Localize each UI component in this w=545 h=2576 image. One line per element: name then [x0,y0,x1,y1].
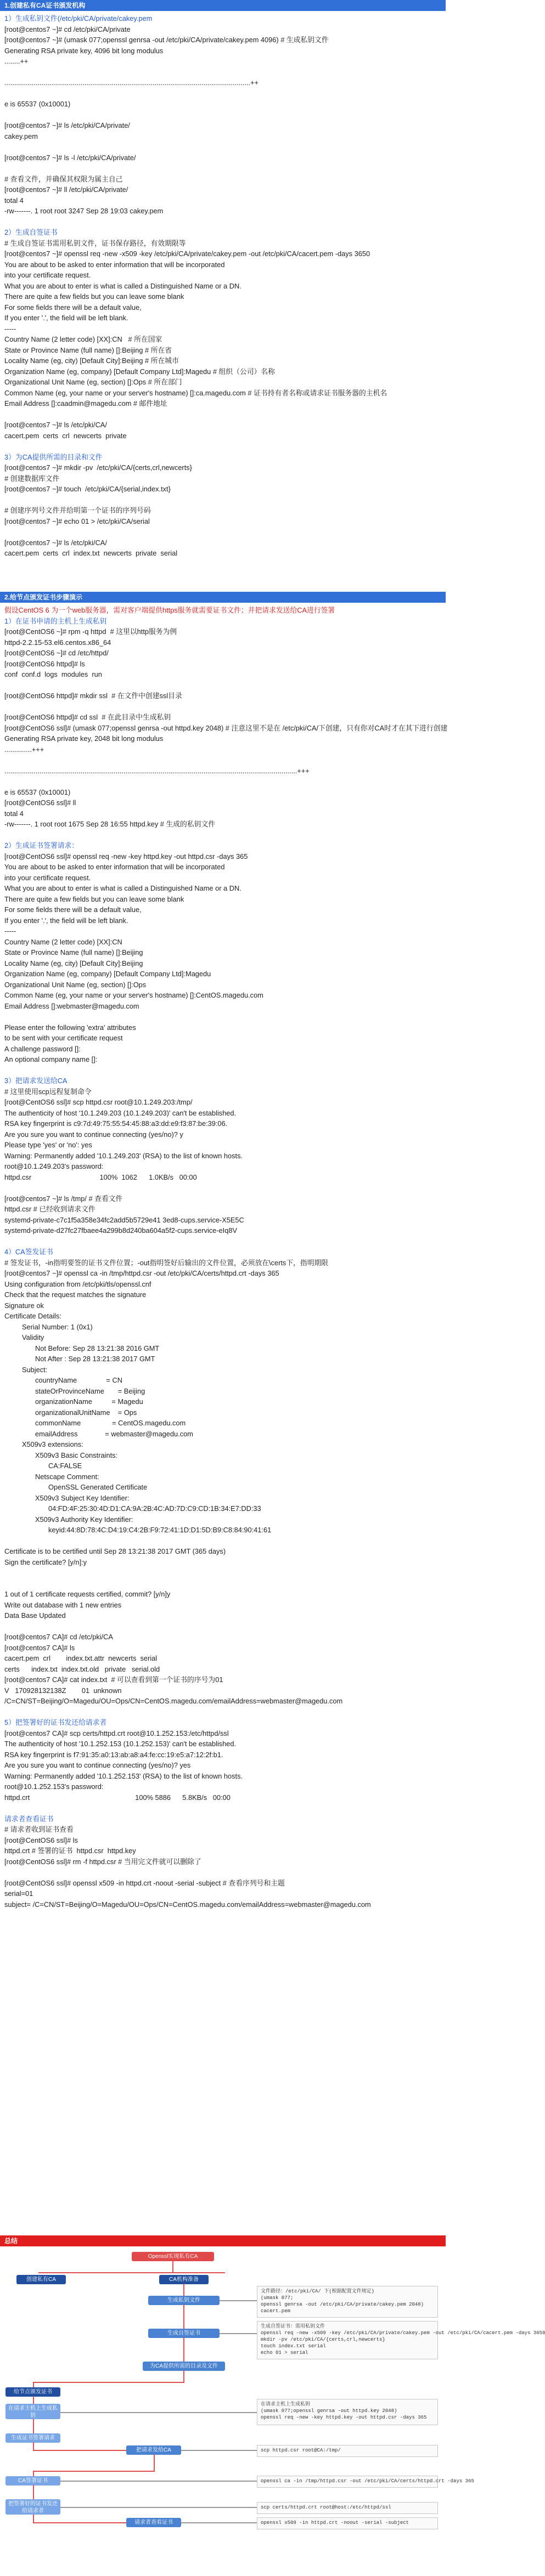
note-send-ca: scp httpd.csr root@CA:/tmp/ [257,2445,438,2457]
text-line: commonName = CentOS.magedu.com [35,1419,186,1427]
text-line: Sign the certificate? [y/n]:y [4,1558,87,1566]
note-ca-sign: openssl ca -in /tmp/httpd.csr -out /etc/pki/CA/certs/httpd.crt -days 365 [257,2476,438,2488]
text-line: to be sent with your certificate request [4,1034,123,1042]
text-line: [root@CentOS6 ssl]# openssl req -new -key httpd.key -out httpd.csr -days 365 [4,852,248,860]
text-line: Email Address []:webmaster@magedu.com [4,1001,139,1010]
text-line [4,1707,441,1718]
text-line: Locality Name (eg, city) [Default City]:Beijing [4,959,143,967]
diagram-left-root: 创建私有CA [16,2275,66,2284]
text-line: Organization Name (eg, company) [Default Company Ltd]:Magedu [4,970,211,978]
text-line: Organizational Unit Name (eg, section) []:Ops [4,980,147,989]
diagram-send-back: 把签署好的证书发还给请求者 [5,2499,60,2515]
text-line: countryName = CN [35,1376,122,1384]
text-line: 1）生成私钥文件(/etc/pki/CA/private/cakey.pem [4,14,153,22]
note-send-back: scp certs/httpd.crt root@host:/etc/httpd/ssl [257,2502,438,2514]
text-line [4,409,441,420]
text-line [4,1621,441,1632]
text-line: cacert.pem crl index.txt.attr newcerts serial [4,1654,158,1662]
text-line [4,680,441,691]
text-line: [root@centos7 ~]# ls -l /etc/pki/CA/private/ [4,153,136,162]
text-line: cacert.pem certs crl index.txt newcerts private serial [4,549,178,557]
diagram-send-ca: 把请求发给CA [126,2445,181,2455]
text-line [4,701,441,712]
text-line: total 4 [4,809,24,818]
text-line: # 查看文件，并确保其权限为属主自己 [4,174,123,183]
text-line [4,1236,441,1247]
text-line: into your certificate request. [4,873,91,882]
text-line: # 请求者收到证书查看 [4,1825,74,1833]
text-line: [root@CentOS6 ssl]# rm -f httpd.csr # 当用完文件就可以删除了 [4,1857,201,1866]
text-line: Warning: Permanently added '10.1.249.203' (RSA) to the list of known hosts. [4,1151,243,1160]
text-line: 请求者查看证书 [4,1814,54,1823]
text-line: If you enter '.', the field will be left blank. [4,314,128,322]
diagram-ca-sign: CA签署证书 [5,2476,60,2486]
text-line [4,830,441,841]
section-2-header: 2.给节点颁发证书步骤演示 [0,592,446,603]
text-line: [root@centos7 ~]# openssl ca -in /tmp/httpd.csr -out /etc/pki/CA/certs/httpd.crt -days 365 [4,1269,279,1277]
text-line: [root@centos7 ~]# ll /etc/pki/CA/private/ [4,185,128,194]
text-line: e is 65537 (0x10001) [4,100,71,108]
text-line: [root@CentOS6 httpd]# mkdir ssl # 在文件中创建ssl目录 [4,692,182,700]
text-line: X509v3 Basic Constraints: [35,1451,118,1459]
text-line: [root@CentOS6 ssl]# ll [4,799,76,807]
text-line: [root@CentOS6 httpd]# cd ssl # 在此目录中生成私钥 [4,713,171,721]
text-line: Organizational Unit Name (eg, section) []:Ops # 所在部门 [4,378,182,386]
section-2-content [4,605,448,1910]
text-line: 3）为CA提供所需的目录和文件 [4,452,103,461]
text-line: A challenge password []: [4,1044,81,1053]
text-line: # 签发证书，-in指明要签的证书文件位置；-out指明签好后输出的文件位置，必须放在\certs下，指明期限 [4,1258,329,1267]
text-line: [root@centos7 ~]# cd /etc/pki/CA/private [4,25,131,33]
text-line: httpd-2.2.15-53.el6.centos.x86_64 [4,638,111,647]
text-line: V 170928132138Z 01 unknown [4,1686,122,1695]
text-line: If you enter '.', the field will be left blank. [4,916,128,925]
text-line [4,110,441,121]
diagram-gen-key: 生成私钥文件 [148,2296,220,2305]
diagram-top-node: Openssl实现私有CA [132,2252,214,2261]
text-line: Data Base Updated [4,1611,66,1620]
text-line [4,1536,441,1547]
text-line: State or Province Name (full name) []:Beijing [4,948,143,956]
text-line: X509v3 Authority Key Identifier: [35,1515,133,1524]
text-line: Country Name (2 letter code) [XX]:CN [4,937,122,946]
diagram-csr: 生成证书签署请求 [5,2433,60,2443]
text-line: [root@centos7 ~]# (umask 077;openssl genrsa -out /etc/pki/CA/private/cakey.pem 4096) # 生成私钥文件 [4,36,329,44]
text-line: [root@CentOS6 ~]# cd /etc/httpd/ [4,649,109,657]
text-line: into your certificate request. [4,271,91,279]
note-req-key: 在请求主机上生成私钥 (umask 077;openssl genrsa -out httpd.key 2048) openssl req -new -key httpd.key -out httpd.csr -days 365 [257,2399,438,2425]
section-1-content [4,13,441,559]
text-line: Using configuration from /etc/pki/tls/openssl.cnf [4,1279,151,1288]
text-line [4,1578,441,1589]
text-line: cakey.pem [4,132,38,140]
text-line: Write out database with 1 new entries [4,1600,122,1609]
text-line: stateOrProvinceName = Beijing [35,1386,145,1395]
text-line: total 4 [4,196,24,205]
text-line: Are you sure you want to continue connecting (yes/no)? yes [4,1761,191,1769]
text-line [4,163,441,174]
text-line [4,1867,441,1878]
text-line: /C=CN/ST=Beijing/O=Magedu/OU=Ops/CN=CentOS.magedu.com/emailAddress=webmaster@magedu.com [4,1697,343,1705]
section-3-header: 总结 [0,2235,446,2246]
text-line: RSA key fingerprint is c9:7d:49:75:55:54:45:88:a3:dd:e9:f3:87:be:39:06. [4,1119,228,1128]
text-line: Organization Name (eg, company) [Default Company Ltd]:Magedu # 组织（公司）名称 [4,367,275,376]
text-line: Validity [22,1333,44,1341]
text-line: organizationName = Magedu [35,1397,143,1406]
text-line: Please type 'yes' or 'no': yes [4,1141,92,1149]
text-line: Please enter the following 'extra' attributes [4,1023,136,1032]
text-line: ----- [4,324,16,333]
diagram-self-cert: 生成自签证书 [148,2329,220,2338]
text-line: systemd-private-d27fc27fbaee4a299b8d240ba604a5f2-cups.service-eIq8V [4,1226,238,1235]
text-line: # 创建序列号文件并给明第一个证书的序列号码 [4,506,151,514]
text-line: State or Province Name (full name) []:Beijing # 所在省 [4,346,172,354]
text-line: RSA key fingerprint is f7:91:35:a0:13:ab:a8:a4:fe:cc:19:e5:a7:12:2f:b1. [4,1750,223,1759]
text-line: For some fields there will be a default value, [4,303,142,312]
text-line: The authenticity of host '10.1.252.153 (10.1.252.153)' can't be established. [4,1740,237,1748]
diagram-mid-root: CA机构准备 [159,2275,209,2284]
text-line: What you are about to enter is what is called a Distinguished Name or a DN. [4,281,241,290]
note-gen-key: 文件路径：/etc/pki/CA/ 下(根据配置文件规定) (umask 077; openssl genrsa -out /etc/pki/CA/private/cakey.pem 2048) cacert.pem [257,2286,438,2318]
text-line: e is 65537 (0x10001) [4,788,71,796]
text-line: [root@centos7 ~]# ls /etc/pki/CA/ [4,538,107,547]
text-line: cacert.pem certs crl newcerts private [4,431,127,440]
text-line: Certificate Details: [4,1312,61,1320]
text-line: Netscape Comment: [35,1472,99,1481]
text-line: [root@centos7 CA]# scp certs/httpd.crt root@10.1.252.153:/etc/httpd/ssl [4,1729,229,1737]
text-line [4,1803,441,1814]
text-line: [root@CentOS6 ssl]# (umask 077;openssl genrsa -out httpd.key 2048) # 注意这里不是在 /etc/pki/CA/下创建，只有你对CA时才在其下进行创建 [4,723,448,732]
diagram-req-key: 在请求主机上生成私钥 [5,2404,60,2419]
text-line: # 创建数据库文件 [4,474,60,483]
text-line [4,441,441,452]
text-line: -rw-------. 1 root root 3247 Sep 28 19:03 cakey.pem [4,207,164,215]
text-line: serial=01 [4,1889,33,1898]
diagram-ca-dirs: 为CA提供所需的目录及文件 [143,2362,225,2371]
text-line: httpd.crt 100% 5886 5.8KB/s 00:00 [4,1793,231,1802]
text-line: Check that the request matches the signature [4,1290,147,1299]
text-line: Not Before: Sep 28 13:21:38 2016 GMT [35,1344,160,1352]
text-line: emailAddress = webmaster@magedu.com [35,1429,193,1438]
text-line: # 生成自签证书需用私钥文件，证书保存路径，有效期限等 [4,239,186,247]
text-line [4,217,441,228]
text-line: Signature ok [4,1301,44,1310]
text-line: [root@centos7 ~]# ls /tmp/ # 查看文件 [4,1194,123,1203]
text-line: X509v3 Subject Key Identifier: [35,1493,130,1502]
text-line: [root@centos7 ~]# echo 01 > /etc/pki/CA/serial [4,517,150,525]
text-line: root@10.1.252.153's password: [4,1782,104,1791]
text-line: [root@CentOS6 ssl]# ls [4,1836,78,1844]
text-line: [root@centos7 ~]# touch /etc/pki/CA/{serial,index.txt} [4,485,171,493]
text-line: [root@centos7 ~]# ls /etc/pki/CA/ [4,421,107,429]
summary-flow-diagram [0,2247,545,2576]
text-line: httpd.csr 100% 1062 1.0KB/s 00:00 [4,1173,197,1181]
text-line: [root@centos7 CA]# cd /etc/pki/CA [4,1633,113,1641]
text-line: You are about to be asked to enter information that will be incorporated [4,260,225,269]
text-line: subject= /C=CN/ST=Beijing/O=Magedu/OU=Ops/CN=CentOS.magedu.com/emailAddress=webmaster@magedu.com [4,1900,371,1909]
text-line: There are quite a few fields but you can leave some blank [4,292,184,301]
text-line: CA:FALSE [48,1462,82,1470]
text-line [4,67,441,78]
text-line: OpenSSL Generated Certificate [48,1483,148,1491]
text-line [4,776,441,787]
text-line [4,1182,441,1193]
text-line [4,1065,441,1076]
text-line: [root@centos7 ~]# openssl req -new -x509 -key /etc/pki/CA/private/cakey.pem -out /etc/pki/CA/cacert.pem -days 3650 [4,250,370,258]
text-line: certs index.txt index.txt.old private serial.old [4,1665,160,1673]
text-line: [root@CentOS6 ~]# rpm -q httpd # 这里以http服务为例 [4,627,177,636]
text-line: ----- [4,927,16,935]
text-line: ..............................................................................................................................++ [4,78,259,87]
text-line: Email Address []:caadmin@magedu.com # 邮件地址 [4,399,167,407]
note-self-cert: 生成自签证书：需用私钥文件 openssl req -new -x509 -key /etc/pki/CA/private/cakey.pem -out /etc/pki/CA/cacert.pem -days 3650 mkdir -pv /etc/pki/CA/{certs,crl,newcerts} touch index.txt serial echo 01 > serial [257,2321,438,2359]
text-line [4,495,441,506]
text-line: You are about to be asked to enter information that will be incorporated [4,863,225,871]
text-line: [root@centos7 ~]# ls /etc/pki/CA/private/ [4,121,130,129]
text-line [4,1011,441,1022]
text-line: 04:FD:4F:25:30:4D:D1:CA:9A:2B:4C:AD:7D:C9:CD:1B:34:E7:DD:33 [48,1504,261,1513]
text-line: 1）在证书申请的主机上生成私钥 [4,616,107,625]
text-line [4,1567,441,1578]
text-line: What you are about to enter is what is called a Distinguished Name or a DN. [4,884,241,892]
text-line: Subject: [22,1365,48,1374]
text-line: [root@CentOS6 ssl]# scp httpd.csr root@10.1.249.203:/tmp/ [4,1098,193,1106]
text-line: 1 out of 1 certificate requests certified, commit? [y/n]y [4,1590,171,1598]
diagram-issue: 给节点颁发证书 [5,2387,60,2397]
text-line: 2）生成证书签署请求： [4,841,79,850]
text-line: 3）把请求发送给CA [4,1077,68,1085]
text-line: Certificate is to be certified until Sep 28 13:21:38 2017 GMT (365 days) [4,1547,226,1555]
note-view-cert: openssl x509 -in httpd.crt -noout -serial -subject [257,2517,438,2529]
text-line: Warning: Permanently added '10.1.252.153' (RSA) to the list of known hosts. [4,1771,243,1780]
text-line: There are quite a few fields but you can leave some blank [4,894,184,903]
text-line: httpd.crt # 签署的证书 httpd.csr httpd.key [4,1847,136,1855]
text-line: systemd-private-c7c1f5a358e34fc2add5b5729e41 3ed8-cups.service-X5E5C [4,1215,244,1224]
text-line: Not After : Sep 28 13:21:38 2017 GMT [35,1355,155,1363]
text-line: # 这里使用scp远程复制命令 [4,1087,92,1096]
text-line: 5）把签署好的证书发还给请求者 [4,1718,107,1726]
text-line [4,755,441,766]
text-line: [root@centos7 CA]# cat index.txt # 可以查看到第一个证书的序号为01 [4,1675,223,1684]
text-line: The authenticity of host '10.1.249.203 (10.1.249.203)' can't be established. [4,1108,237,1117]
text-line: Generating RSA private key, 2048 bit long modulus [4,734,164,743]
text-line: [root@CentOS6 httpd]# ls [4,659,85,668]
text-line: Serial Number: 1 (0x1) [22,1322,93,1331]
text-line [4,526,441,537]
text-line: Common Name (eg, your name or your server's hostname) []:CentOS.magedu.com [4,991,263,999]
text-line: Are you sure you want to continue connecting (yes/no)? y [4,1130,183,1139]
text-line: For some fields there will be a default value, [4,905,142,914]
text-line: 假设CentOS 6 为一个web服务器，需对客户端提供https服务就需要证书文件；并把请求发送给CA进行签署 [4,606,335,614]
text-line: Locality Name (eg, city) [Default City]:Beijing # 所在城市 [4,356,179,365]
text-line: ..............+++ [4,745,44,754]
text-line: 2）生成自签证书 [4,228,58,236]
text-line: ......................................................................................................................................................+++ [4,766,310,775]
text-line: [root@CentOS6 ssl]# openssl x509 -in httpd.crt -noout -serial -subject # 查看序列号和主题 [4,1878,285,1887]
text-line: -rw-------. 1 root root 1675 Sep 28 16:55 httpd.key # 生成的私钥文件 [4,820,216,828]
text-line: X509v3 extensions: [22,1440,83,1448]
text-line: Country Name (2 letter code) [XX]:CN # 所在国家 [4,335,162,343]
text-line: Common Name (eg, your name or your server's hostname) []:ca.magedu.com # 证书持有者名称或请求证书服务器的主机名 [4,388,387,397]
text-line: ........++ [4,57,29,65]
text-line: organizationalUnitName = Ops [35,1408,137,1417]
section-1-header: 1.创建私有CA证书颁发机构 [0,0,446,11]
text-line: An optional company name []: [4,1055,98,1063]
text-line: keyid:44:8D:78:4C:D4:19:C4:2B:F9:72:41:1D:D1:5D:B9:C8:84:90:41:61 [48,1526,272,1534]
diagram-view-cert: 请求者查看证书 [126,2518,181,2527]
text-line: httpd.csr # 已经收到请求文件 [4,1205,95,1213]
text-line: root@10.1.249.203's password: [4,1162,104,1170]
text-line: [root@centos7 ~]# mkdir -pv /etc/pki/CA/{certs,crl,newcerts} [4,463,192,472]
text-line: 4）CA签发证书 [4,1248,53,1256]
text-line: [root@centos7 CA]# ls [4,1643,75,1652]
text-line [4,88,441,99]
text-line [4,141,441,152]
text-line: conf conf.d logs modules run [4,670,102,678]
text-line: Generating RSA private key, 4096 bit long modulus [4,46,164,55]
